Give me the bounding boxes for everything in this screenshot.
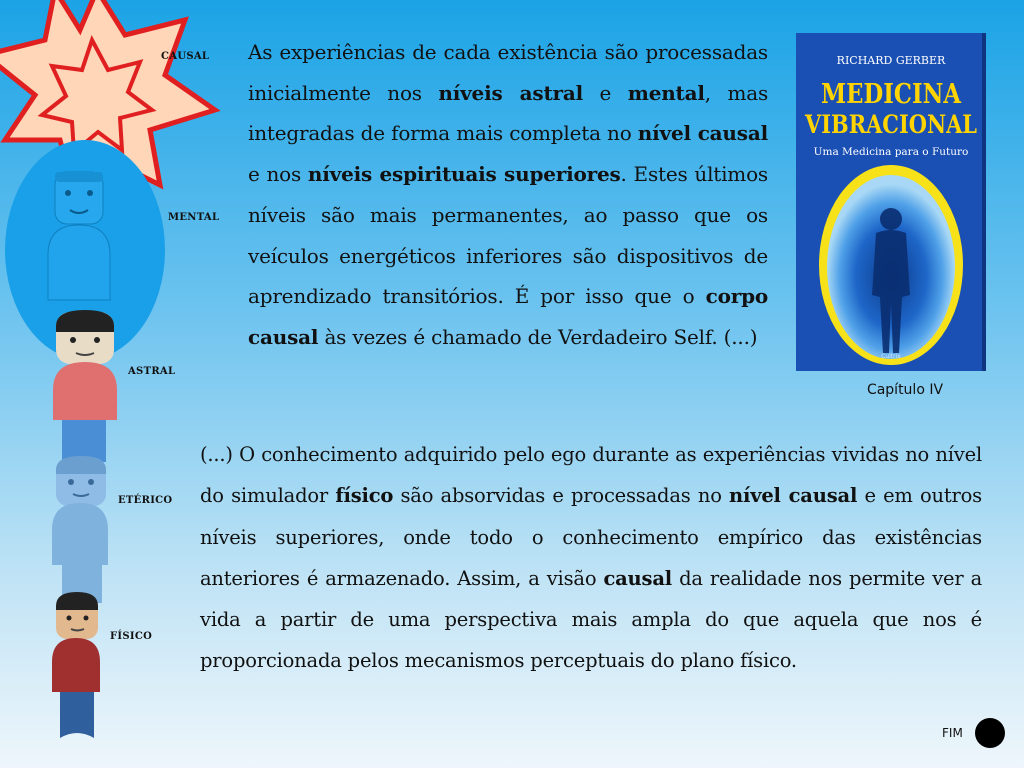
- label-astral: ASTRAL: [128, 366, 176, 377]
- p1-text-6: às vezes é chamado de Verdadeiro Self. (...): [318, 324, 758, 349]
- p2-bold-3: causal: [603, 566, 672, 590]
- p2-text-1: (...) O conhecimento adquirido pelo ego durante as experiências vividas no nível do simulador: [200, 443, 982, 508]
- mental-person-icon: [48, 172, 110, 300]
- astral-person-icon: [53, 310, 117, 420]
- p1-text-2: e: [583, 80, 628, 105]
- book-subtitle: Uma Medicina para o Futuro: [813, 146, 969, 158]
- p1-text-5: . Estes últimos níveis são mais permanentes, ao passo que os veículos energéticos inferiores são dispositivos de aprendizado transitórios. É por isso que o: [248, 162, 768, 309]
- end-label: FIM: [942, 726, 963, 740]
- astral-legs: [62, 420, 106, 462]
- label-mental: MENTAL: [168, 212, 220, 223]
- p1-text-4: e nos: [248, 162, 308, 187]
- p1-text-3: , mas integradas de forma mais completa no: [248, 80, 769, 146]
- label-eterico: ETÉRICO: [118, 495, 173, 506]
- book-title-line2: VIBRACIONAL: [804, 110, 978, 139]
- etheric-person-icon: [52, 456, 108, 603]
- p1-bold-1: níveis astral: [438, 80, 584, 105]
- book-title-line1: MEDICINA: [821, 79, 962, 110]
- paragraph-2: [200, 434, 982, 682]
- physical-person-icon: [52, 592, 100, 738]
- p2-bold-1: físico: [335, 484, 394, 508]
- label-causal: CAUSAL: [161, 51, 210, 62]
- p1-text-1: As experiências de cada existência são processadas inicialmente nos: [248, 40, 768, 105]
- p1-bold-3: nível causal: [637, 121, 768, 146]
- book-author: RICHARD GERBER: [836, 54, 946, 67]
- book-cover: [796, 33, 986, 371]
- p1-bold-4: níveis espirituais superiores: [307, 162, 621, 187]
- book-publisher: Cultrix: [881, 353, 901, 360]
- p1-bold-2: mental: [627, 80, 705, 105]
- p2-bold-2: nível causal: [729, 484, 858, 508]
- p1-bold-5: corpo causal: [248, 284, 768, 349]
- book-caption: Capítulo IV: [866, 382, 944, 398]
- p2-text-3: e em outros níveis superiores, onde todo o conhecimento empírico das existências anteriores é armazenado. Assim, a visão: [200, 484, 982, 590]
- p2-text-2: são absorvidas e processadas no: [393, 484, 730, 508]
- label-fisico: FÍSICO: [110, 631, 153, 642]
- end-button[interactable]: [975, 718, 1005, 748]
- paragraph-1: [248, 32, 768, 358]
- p2-text-4: da realidade nos permite ver a vida a partir de uma perspectiva mais ampla do que aquela que nos é proporcionada pelos mecanismos perceptuais do plano físico.: [200, 566, 982, 673]
